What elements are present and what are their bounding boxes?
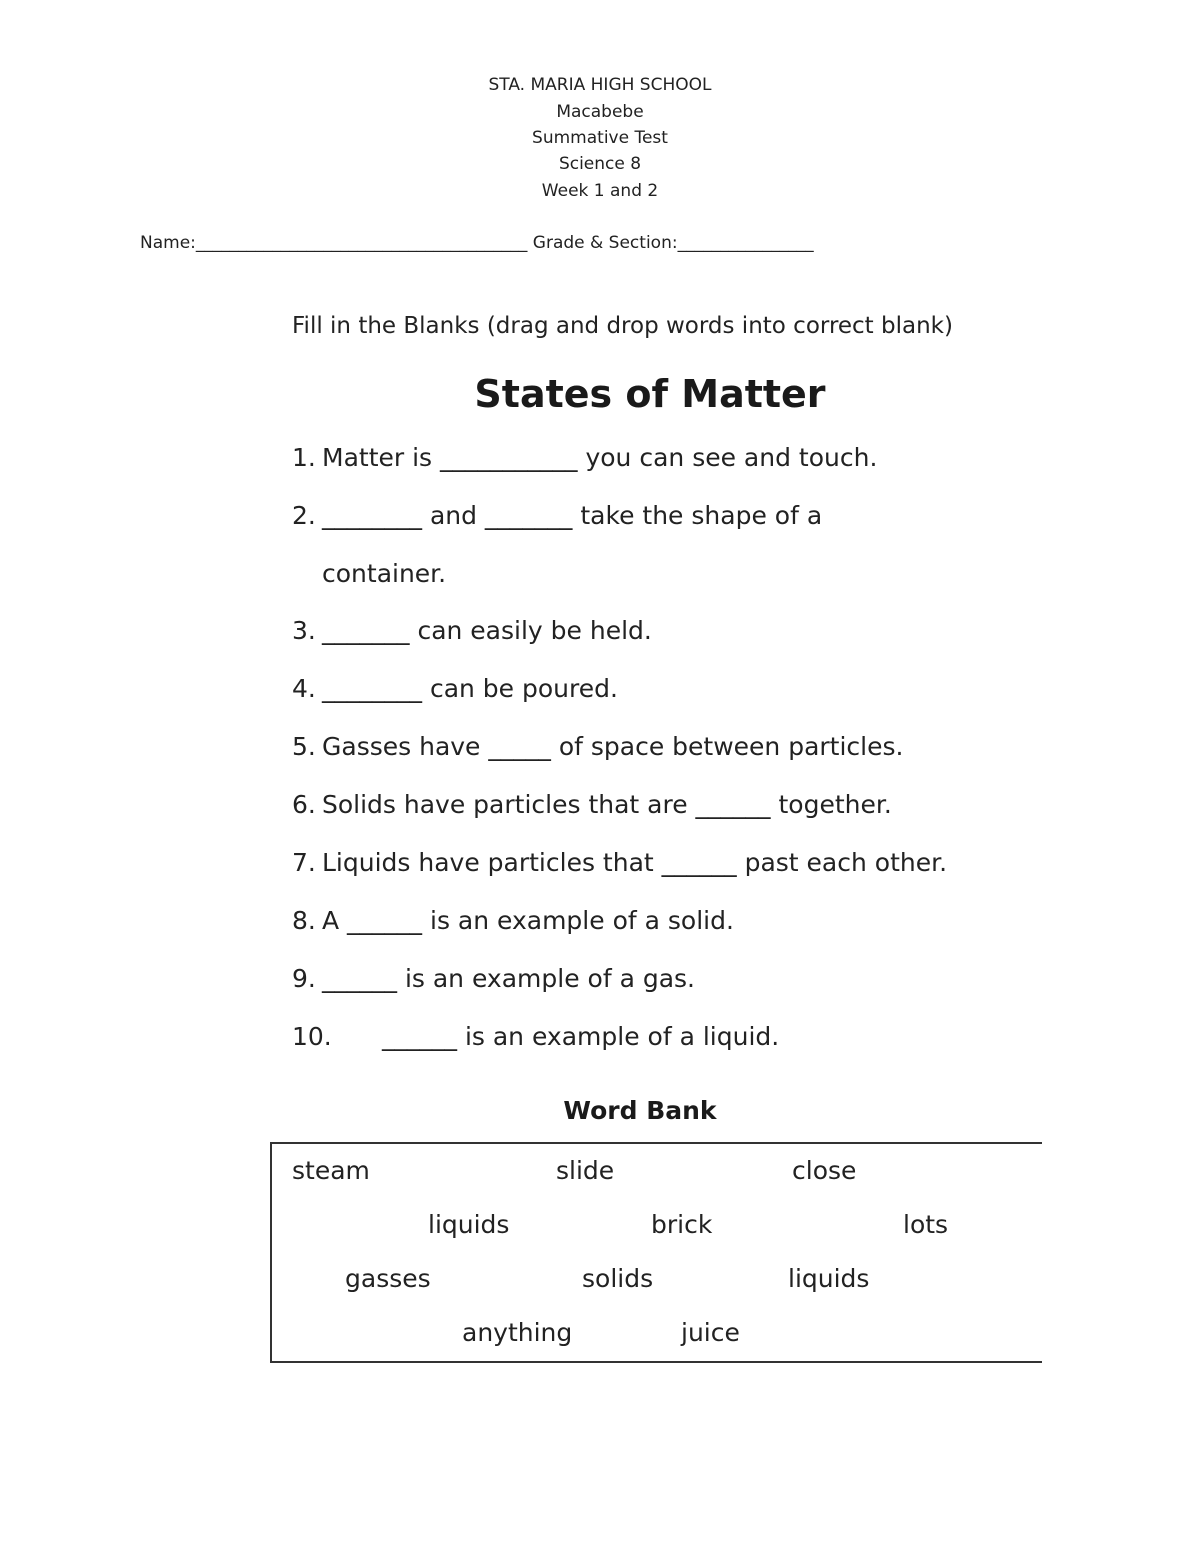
question-text: ______ is an example of a liquid. [382,1022,780,1051]
question-text: _______ can easily be held. [322,616,652,645]
question-8 [292,906,734,935]
word-bank-word[interactable]: liquids [428,1210,510,1239]
word-bank-word[interactable]: slide [556,1156,615,1185]
question-2-continued [292,559,446,588]
school-name: STA. MARIA HIGH SCHOOL [488,75,712,95]
question-3 [292,616,652,645]
question-number: 8. [292,906,316,935]
question-text: container. [322,559,447,588]
question-text: ________ and _______ take the shape of a [322,501,823,530]
word-bank-word[interactable]: solids [582,1264,654,1293]
question-number: 10. [292,1022,332,1051]
question-text: Solids have particles that are ______ together. [322,790,892,819]
question-text: Gasses have _____ of space between particles. [322,732,904,761]
worksheet-title: States of Matter [474,372,826,416]
word-bank-word[interactable]: close [792,1156,857,1185]
subject-name: Science 8 [558,154,642,174]
word-bank-box [270,1142,1042,1363]
word-bank-word[interactable]: anything [462,1318,573,1347]
question-text: Liquids have particles that ______ past each other. [322,848,948,877]
town-name: Macabebe [556,102,644,122]
question-5 [292,732,903,761]
question-7 [292,848,947,877]
question-9 [292,964,695,993]
word-bank-word[interactable]: juice [681,1318,740,1347]
question-number: 5. [292,732,316,761]
question-number: 7. [292,848,316,877]
word-bank-word[interactable]: liquids [788,1264,870,1293]
question-number: 4. [292,674,316,703]
word-bank-word[interactable]: steam [292,1156,370,1185]
question-10 [292,1022,779,1051]
question-1 [292,443,877,472]
question-number: 2. [292,501,316,530]
question-number: 1. [292,443,316,472]
question-text: Matter is ___________ you can see and touch. [322,443,878,472]
word-bank-word[interactable]: brick [651,1210,713,1239]
question-number: 9. [292,964,316,993]
test-name: Summative Test [532,128,668,148]
word-bank-word[interactable]: gasses [345,1264,431,1293]
question-number: 6. [292,790,316,819]
question-text: A ______ is an example of a solid. [322,906,734,935]
word-bank-title: Word Bank [563,1096,717,1125]
word-bank-word[interactable]: lots [903,1210,949,1239]
question-text: ______ is an example of a gas. [322,964,695,993]
question-number: 3. [292,616,316,645]
name-grade-section-line: Name:_______________________________________ Grade & Section:________________ [140,233,814,253]
question-4 [292,674,618,703]
question-text: ________ can be poured. [322,674,618,703]
instruction-text: Fill in the Blanks (drag and drop words into correct blank) [292,313,953,339]
week-label: Week 1 and 2 [541,181,659,201]
question-2 [292,501,822,530]
question-6 [292,790,892,819]
